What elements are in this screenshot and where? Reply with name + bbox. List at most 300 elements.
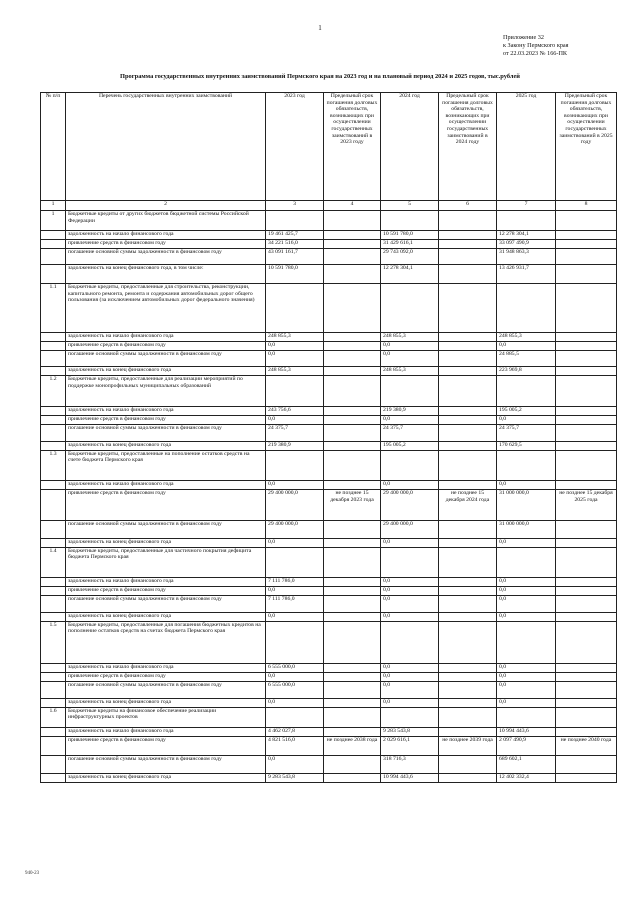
table-cell bbox=[41, 538, 66, 547]
table-cell bbox=[41, 520, 66, 538]
table-cell bbox=[41, 682, 66, 699]
table-cell: 0,0 bbox=[381, 698, 439, 707]
table-cell bbox=[556, 406, 617, 415]
table-cell bbox=[556, 376, 617, 407]
table-cell bbox=[497, 450, 556, 481]
table-cell bbox=[497, 211, 556, 231]
table-cell: Бюджетные кредиты на финансовое обеспечение реализации инфраструктурных проектов bbox=[66, 707, 266, 727]
table-cell: задолженность на начало финансового года bbox=[66, 578, 266, 587]
table-cell: погашение основной суммы задолженности в финансовом году bbox=[66, 350, 266, 367]
table-cell: 223 969,8 bbox=[497, 367, 556, 376]
column-number: 8 bbox=[556, 201, 617, 211]
table-cell bbox=[439, 332, 497, 341]
table-cell: привлечение средств в финансовом году bbox=[66, 415, 266, 424]
table-cell: 0,0 bbox=[381, 612, 439, 621]
table-cell bbox=[439, 538, 497, 547]
appendix-line: Приложение 32 bbox=[503, 34, 544, 41]
table-cell bbox=[439, 230, 497, 239]
table-cell: задолженность на начало финансового года bbox=[66, 332, 266, 341]
table-cell bbox=[324, 612, 381, 621]
table-cell: 1.4 bbox=[41, 547, 66, 578]
table-cell bbox=[41, 248, 66, 265]
table-cell: 1.3 bbox=[41, 450, 66, 481]
table-cell bbox=[556, 578, 617, 587]
table-row bbox=[41, 578, 617, 587]
table-row bbox=[41, 707, 617, 727]
table-cell bbox=[324, 239, 381, 248]
table-cell: 29 400 000,0 bbox=[266, 490, 324, 521]
table-cell bbox=[41, 578, 66, 587]
table-cell bbox=[556, 441, 617, 450]
table-cell bbox=[324, 211, 381, 231]
table-cell bbox=[497, 376, 556, 407]
table-cell: погашение основной суммы задолженности в финансовом году bbox=[66, 596, 266, 613]
table-cell: погашение основной суммы задолженности в финансовом году bbox=[66, 756, 266, 774]
table-cell: 9 283 543,8 bbox=[266, 774, 324, 783]
table-cell: 0,0 bbox=[381, 596, 439, 613]
table-cell: 0,0 bbox=[266, 415, 324, 424]
table-row bbox=[41, 612, 617, 621]
table-cell bbox=[381, 450, 439, 481]
table-row bbox=[41, 756, 617, 774]
header-cell: Предельный срок погашения долговых обязательств, возникающих при осуществлении государственных заимствований в 2025 году bbox=[556, 93, 617, 201]
table-cell: не позднее 15 декабря 2025 года bbox=[556, 490, 617, 521]
column-number: 5 bbox=[381, 201, 439, 211]
table-cell bbox=[439, 376, 497, 407]
table-cell bbox=[324, 520, 381, 538]
table-cell: 6 555 000,0 bbox=[266, 682, 324, 699]
table-cell: 10 591 780,0 bbox=[266, 265, 324, 284]
table-row bbox=[41, 621, 617, 664]
header-cell: 2023 год bbox=[266, 93, 324, 201]
table-cell: 0,0 bbox=[497, 538, 556, 547]
table-row bbox=[41, 727, 617, 736]
table-cell: 2 097 490,9 bbox=[497, 736, 556, 756]
table-cell bbox=[324, 367, 381, 376]
table-cell: Бюджетные кредиты от других бюджетов бюджетной системы Российской Федерации bbox=[66, 211, 266, 231]
table-cell: Бюджетные кредиты, предоставленные для частичного покрытия дефицита бюджета Пермского края bbox=[66, 547, 266, 578]
table-cell bbox=[556, 248, 617, 265]
table-cell bbox=[381, 284, 439, 333]
table-cell bbox=[497, 707, 556, 727]
table-cell: не позднее 2039 года bbox=[439, 736, 497, 756]
table-cell: привлечение средств в финансовом году bbox=[66, 736, 266, 756]
table-row bbox=[41, 332, 617, 341]
table-cell bbox=[556, 682, 617, 699]
table-row bbox=[41, 520, 617, 538]
table-cell bbox=[266, 707, 324, 727]
header-cell: 2025 год bbox=[497, 93, 556, 201]
table-cell: задолженность на конец финансового года bbox=[66, 698, 266, 707]
table-cell: погашение основной суммы задолженности в финансовом году bbox=[66, 424, 266, 441]
table-cell: 31 948 863,3 bbox=[497, 248, 556, 265]
table-cell bbox=[439, 239, 497, 248]
table-cell: не позднее 15 декабря 2023 года bbox=[324, 490, 381, 521]
table-row bbox=[41, 424, 617, 441]
table-cell: 0,0 bbox=[497, 587, 556, 596]
table-cell bbox=[439, 481, 497, 490]
table-cell: не позднее 2040 года bbox=[556, 736, 617, 756]
table-row bbox=[41, 736, 617, 756]
table-cell bbox=[439, 520, 497, 538]
table-cell bbox=[556, 350, 617, 367]
table-cell bbox=[556, 774, 617, 783]
table-cell bbox=[556, 587, 617, 596]
table-cell bbox=[324, 441, 381, 450]
table-cell bbox=[439, 424, 497, 441]
header-cell: № п/п bbox=[41, 93, 66, 201]
column-number: 2 bbox=[66, 201, 266, 211]
table-cell: 12 278 304,1 bbox=[381, 265, 439, 284]
table-cell bbox=[556, 707, 617, 727]
table-row bbox=[41, 490, 617, 521]
column-number-row bbox=[41, 201, 617, 211]
header-cell: 2024 год bbox=[381, 93, 439, 201]
table-row bbox=[41, 341, 617, 350]
table-cell: Бюджетные кредиты, предоставленные на пополнение остатков средств на счете бюджета Пермского края bbox=[66, 450, 266, 481]
table-cell: 0,0 bbox=[266, 538, 324, 547]
table-cell bbox=[324, 707, 381, 727]
table-cell: 248 855,3 bbox=[497, 332, 556, 341]
table-cell: 12 278 304,1 bbox=[497, 230, 556, 239]
table-cell bbox=[324, 341, 381, 350]
table-cell: 1.1 bbox=[41, 284, 66, 333]
table-cell bbox=[556, 424, 617, 441]
column-number: 4 bbox=[324, 201, 381, 211]
table-cell: 10 591 780,0 bbox=[381, 230, 439, 239]
table-cell: Бюджетные кредиты, предоставленные для строительства, реконструкции, капитального ремонта, ремонта и содержания автомобильных дорог общего пользования (за исключением автомобильных дорог федерального значения) bbox=[66, 284, 266, 333]
table-cell bbox=[324, 481, 381, 490]
table-cell: задолженность на конец финансового года, в том числе: bbox=[66, 265, 266, 284]
table-cell bbox=[324, 406, 381, 415]
table-cell: задолженность на начало финансового года bbox=[66, 230, 266, 239]
table-cell bbox=[324, 727, 381, 736]
table-cell bbox=[439, 774, 497, 783]
table-cell: 24 375,7 bbox=[497, 424, 556, 441]
table-header-row bbox=[41, 93, 617, 201]
table-cell: 0,0 bbox=[266, 350, 324, 367]
table-cell bbox=[324, 332, 381, 341]
table-cell bbox=[439, 612, 497, 621]
table-cell bbox=[556, 239, 617, 248]
table-cell: задолженность на начало финансового года bbox=[66, 727, 266, 736]
page-number: 1 bbox=[318, 24, 322, 32]
table-cell bbox=[324, 587, 381, 596]
table-cell: 0,0 bbox=[381, 673, 439, 682]
table-cell: 34 221 516,0 bbox=[266, 239, 324, 248]
table-cell bbox=[41, 596, 66, 613]
table-cell: 31 000 000,0 bbox=[497, 490, 556, 521]
table-cell bbox=[556, 284, 617, 333]
table-cell bbox=[439, 707, 497, 727]
table-row bbox=[41, 481, 617, 490]
table-cell: 0,0 bbox=[381, 682, 439, 699]
table-cell: 0,0 bbox=[381, 587, 439, 596]
table-cell: 248 855,3 bbox=[381, 367, 439, 376]
table-cell: 33 097 490,9 bbox=[497, 239, 556, 248]
table-cell bbox=[556, 367, 617, 376]
table-cell: 0,0 bbox=[266, 756, 324, 774]
table-cell: 29 743 092,0 bbox=[381, 248, 439, 265]
table-cell: привлечение средств в финансовом году bbox=[66, 490, 266, 521]
table-cell: 6 555 000,0 bbox=[266, 664, 324, 673]
table-cell bbox=[41, 230, 66, 239]
table-cell bbox=[266, 376, 324, 407]
table-cell bbox=[556, 481, 617, 490]
table-cell bbox=[556, 211, 617, 231]
table-cell bbox=[324, 682, 381, 699]
table-cell bbox=[556, 520, 617, 538]
table-cell: 243 756,6 bbox=[266, 406, 324, 415]
table-cell bbox=[556, 538, 617, 547]
table-cell bbox=[439, 367, 497, 376]
table-row bbox=[41, 239, 617, 248]
table-cell bbox=[266, 450, 324, 481]
table-cell bbox=[41, 490, 66, 521]
table-row bbox=[41, 230, 617, 239]
table-cell bbox=[324, 415, 381, 424]
table-cell bbox=[324, 284, 381, 333]
table-cell: 0,0 bbox=[266, 673, 324, 682]
table-cell bbox=[324, 424, 381, 441]
table-cell bbox=[439, 673, 497, 682]
table-cell: погашение основной суммы задолженности в финансовом году bbox=[66, 520, 266, 538]
table-row bbox=[41, 682, 617, 699]
table-cell: 43 091 161,7 bbox=[266, 248, 324, 265]
table-cell bbox=[41, 698, 66, 707]
table-cell bbox=[556, 698, 617, 707]
table-cell bbox=[381, 547, 439, 578]
table-cell bbox=[497, 284, 556, 333]
table-cell: 219 380,9 bbox=[381, 406, 439, 415]
table-cell: 318 716,3 bbox=[381, 756, 439, 774]
table-row bbox=[41, 673, 617, 682]
table-cell bbox=[266, 211, 324, 231]
table-cell bbox=[556, 664, 617, 673]
table-cell: 19 461 425,7 bbox=[266, 230, 324, 239]
table-cell: 248 855,3 bbox=[266, 332, 324, 341]
table-row bbox=[41, 367, 617, 376]
table-cell: 0,0 bbox=[381, 350, 439, 367]
table-cell: задолженность на начало финансового года bbox=[66, 664, 266, 673]
table-cell bbox=[381, 621, 439, 664]
table-cell bbox=[556, 596, 617, 613]
table-cell bbox=[324, 698, 381, 707]
table-row bbox=[41, 350, 617, 367]
table-cell: 29 400 000,0 bbox=[381, 520, 439, 538]
table-cell: 9 283 543,8 bbox=[381, 727, 439, 736]
table-cell: погашение основной суммы задолженности в финансовом году bbox=[66, 248, 266, 265]
table-cell: 24 375,7 bbox=[266, 424, 324, 441]
table-cell: 4 462 027,8 bbox=[266, 727, 324, 736]
table-cell: 0,0 bbox=[497, 481, 556, 490]
table-cell bbox=[41, 265, 66, 284]
table-cell: 0,0 bbox=[381, 538, 439, 547]
document-title: Программа государственных внутренних заимствований Пермского края на 2023 год и на плановый период 2024 и 2025 годов, тыс.рублей bbox=[120, 73, 520, 80]
table-cell: 0,0 bbox=[497, 698, 556, 707]
table-cell: задолженность на конец финансового года bbox=[66, 538, 266, 547]
table-cell bbox=[41, 664, 66, 673]
table-cell bbox=[556, 612, 617, 621]
column-number: 6 bbox=[439, 201, 497, 211]
table-cell: 0,0 bbox=[381, 341, 439, 350]
table-cell bbox=[556, 415, 617, 424]
table-cell bbox=[41, 774, 66, 783]
table-cell: 248 855,3 bbox=[266, 367, 324, 376]
table-row bbox=[41, 284, 617, 333]
table-row bbox=[41, 376, 617, 407]
table-cell bbox=[439, 547, 497, 578]
table-cell: 10 994 443,6 bbox=[497, 727, 556, 736]
table-cell: 12 402 332,4 bbox=[497, 774, 556, 783]
table-cell: 195 005,2 bbox=[497, 406, 556, 415]
table-cell: 31 429 616,1 bbox=[381, 239, 439, 248]
table-cell bbox=[556, 547, 617, 578]
table-cell: 0,0 bbox=[497, 578, 556, 587]
document-code: 940-23 bbox=[25, 871, 40, 876]
table-cell bbox=[497, 547, 556, 578]
column-number: 7 bbox=[497, 201, 556, 211]
table-cell: 4 821 516,0 bbox=[266, 736, 324, 756]
table-cell bbox=[381, 376, 439, 407]
table-cell: 0,0 bbox=[381, 578, 439, 587]
table-cell bbox=[556, 341, 617, 350]
table-cell: задолженность на конец финансового года bbox=[66, 774, 266, 783]
table-cell bbox=[324, 664, 381, 673]
table-cell: задолженность на конец финансового года bbox=[66, 441, 266, 450]
table-cell bbox=[324, 756, 381, 774]
table-row bbox=[41, 406, 617, 415]
table-cell: 219 380,9 bbox=[266, 441, 324, 450]
table-cell bbox=[439, 698, 497, 707]
table-cell bbox=[556, 332, 617, 341]
table-cell: 31 000 000,0 bbox=[497, 520, 556, 538]
table-cell bbox=[556, 230, 617, 239]
table-cell bbox=[381, 211, 439, 231]
table-cell: погашение основной суммы задолженности в финансовом году bbox=[66, 682, 266, 699]
table-row bbox=[41, 596, 617, 613]
column-number: 1 bbox=[41, 201, 66, 211]
appendix-line: от 22.03.2023 № 166-ПК bbox=[503, 50, 568, 58]
table-cell: не позднее 15 декабря 2024 года bbox=[439, 490, 497, 521]
table-cell bbox=[324, 265, 381, 284]
table-cell bbox=[556, 756, 617, 774]
table-cell bbox=[439, 415, 497, 424]
header-cell: Перечень государственных внутренних заимствований bbox=[66, 93, 266, 201]
table-cell: 2 029 616,1 bbox=[381, 736, 439, 756]
table-body bbox=[41, 211, 617, 783]
table-cell bbox=[556, 265, 617, 284]
table-cell bbox=[41, 350, 66, 367]
table-cell bbox=[324, 538, 381, 547]
table-cell bbox=[324, 621, 381, 664]
table-cell: 0,0 bbox=[497, 673, 556, 682]
table-cell bbox=[324, 230, 381, 239]
table-cell bbox=[41, 332, 66, 341]
table-cell bbox=[439, 587, 497, 596]
header-cell: Предельный срок погашения долговых обязательств, возникающих при осуществлении государственных заимствований в 2024 году bbox=[439, 93, 497, 201]
table-row bbox=[41, 538, 617, 547]
table-cell bbox=[41, 367, 66, 376]
table-cell bbox=[439, 756, 497, 774]
table-cell bbox=[556, 621, 617, 664]
table-cell bbox=[381, 707, 439, 727]
table-cell: 24 885,5 bbox=[497, 350, 556, 367]
table-cell: 0,0 bbox=[381, 481, 439, 490]
table-cell: 1 bbox=[41, 211, 66, 231]
table-cell: 7 111 786,0 bbox=[266, 578, 324, 587]
table-row bbox=[41, 587, 617, 596]
table-cell: 0,0 bbox=[497, 612, 556, 621]
table-cell: 248 855,3 bbox=[381, 332, 439, 341]
table-cell bbox=[439, 211, 497, 231]
table-row bbox=[41, 265, 617, 284]
table-cell bbox=[41, 727, 66, 736]
table-cell: привлечение средств в финансовом году bbox=[66, 341, 266, 350]
table-row bbox=[41, 441, 617, 450]
table-cell bbox=[266, 621, 324, 664]
table-cell bbox=[324, 596, 381, 613]
table-cell: привлечение средств в финансовом году bbox=[66, 673, 266, 682]
table-cell: 0,0 bbox=[266, 612, 324, 621]
table-cell: 0,0 bbox=[381, 415, 439, 424]
table-cell: 0,0 bbox=[266, 341, 324, 350]
table-cell bbox=[41, 736, 66, 756]
table-cell: задолженность на начало финансового года bbox=[66, 406, 266, 415]
table-cell: 1.5 bbox=[41, 621, 66, 664]
table-cell bbox=[439, 441, 497, 450]
table-cell bbox=[41, 341, 66, 350]
table-cell bbox=[439, 248, 497, 265]
table-cell: привлечение средств в финансовом году bbox=[66, 239, 266, 248]
table-cell bbox=[41, 587, 66, 596]
table-cell bbox=[439, 406, 497, 415]
table-cell: не позднее 2038 года bbox=[324, 736, 381, 756]
table-cell: 0,0 bbox=[497, 341, 556, 350]
table-cell bbox=[439, 621, 497, 664]
table-cell: 1.2 bbox=[41, 376, 66, 407]
table-cell: задолженность на начало финансового года bbox=[66, 481, 266, 490]
table-cell bbox=[556, 450, 617, 481]
header-cell: Предельный срок погашения долговых обязательств, возникающих при осуществлении государственных заимствований в 2023 году bbox=[324, 93, 381, 201]
table-cell bbox=[439, 350, 497, 367]
table-cell bbox=[439, 284, 497, 333]
table-cell: 0,0 bbox=[497, 596, 556, 613]
appendix-note bbox=[503, 34, 633, 59]
table-cell: привлечение средств в финансовом году bbox=[66, 587, 266, 596]
table-cell bbox=[41, 612, 66, 621]
table-cell: 29 400 000,0 bbox=[266, 520, 324, 538]
column-number: 3 bbox=[266, 201, 324, 211]
table-cell bbox=[324, 547, 381, 578]
table-cell bbox=[41, 756, 66, 774]
table-cell: Бюджетные кредиты, предоставленные для погашения бюджетных кредитов на пополнение остатков средств на счетах бюджета Пермского края bbox=[66, 621, 266, 664]
table-cell: 1.6 bbox=[41, 707, 66, 727]
table-row bbox=[41, 248, 617, 265]
table-cell: 0,0 bbox=[266, 698, 324, 707]
table-row bbox=[41, 450, 617, 481]
table-cell bbox=[439, 596, 497, 613]
table-row bbox=[41, 211, 617, 231]
table-cell: 0,0 bbox=[497, 664, 556, 673]
table-cell bbox=[439, 727, 497, 736]
table-cell bbox=[439, 664, 497, 673]
table-cell bbox=[41, 441, 66, 450]
table-cell bbox=[266, 547, 324, 578]
table-cell: 0,0 bbox=[266, 481, 324, 490]
table-cell bbox=[497, 621, 556, 664]
table-cell bbox=[41, 481, 66, 490]
